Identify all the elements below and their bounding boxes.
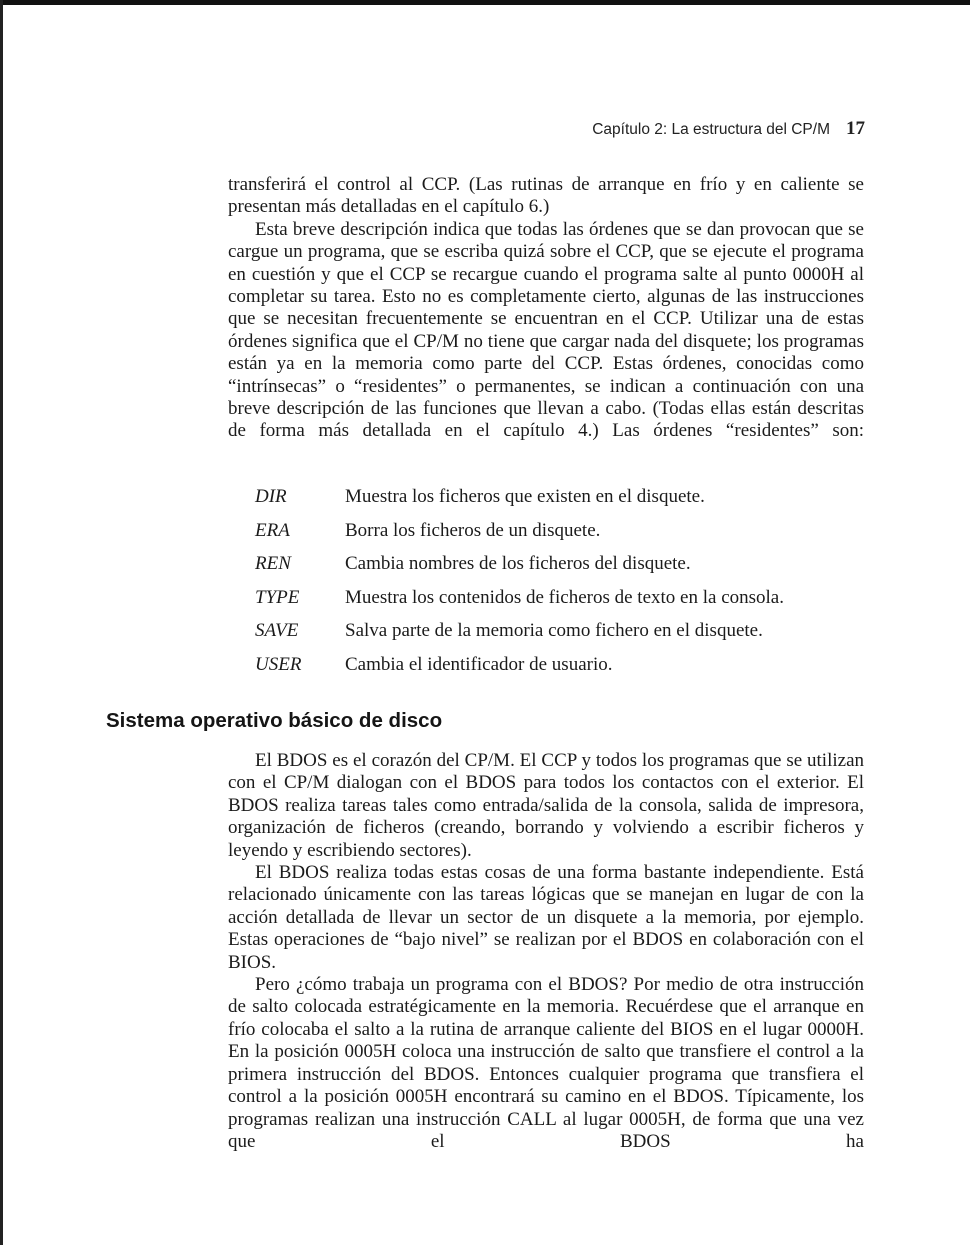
command-row-dir [255,486,865,520]
command-row-type [255,587,865,621]
command-name: TYPE [255,586,300,608]
paragraph-bdos-logical: El BDOS realiza todas estas cosas de una forma bastante independiente. Está relacionado únicamente con las tareas lógicas que se manejan en lugar de con la acción detallada de llevar un sector de un disquete a la memoria, por ejemplo. Estas operaciones de “bajo nivel” se realizan por el BDOS en colaboración con el BIOS. [228,862,864,973]
command-row-save [255,620,865,654]
command-row-era [255,520,865,554]
command-row-user [255,654,865,688]
page-number: 17 [846,118,865,139]
running-head [460,118,865,140]
page-top-edge [0,0,970,5]
command-name: REN [255,553,291,574]
command-description: Muestra los contenidos de ficheros de texto en la consola. [345,586,784,608]
resident-commands-list [255,486,865,687]
paragraph-resident-commands-intro: Esta breve descripción indica que todas las órdenes que se dan provocan que se cargue un programa, que se escriba quizá sobre el CCP, que se ejecute el programa en cuestión y que el CCP se recargue cuando el programa salte al punto 0000H al completar su tarea. Esto no es completamente cierto, algunas de las instrucciones que se necesitan frecuentemente se encuentran en el CCP. Utilizar una de estas órdenes significa que el CP/M no tiene que cargar nada del disquete; los programas están ya en la memoria como parte del CCP. Estas órdenes, conocidas como “intrínsecas” o “residentes” o permanentes, se indican a continuación con una breve descripción de las funciones que llevan a cabo. (Todas ellas están descritas de forma más detallada en el capítulo 4.) Las órdenes “residentes” son: [228,218,864,442]
bdos-section-text [228,750,864,1153]
command-name: SAVE [255,620,299,641]
command-description: Cambia nombres de los ficheros del disquete. [345,553,691,574]
command-name: USER [255,653,302,675]
command-name: DIR [255,486,287,507]
section-heading: Sistema operativo básico de disco [106,709,443,732]
chapter-title: Capítulo 2: La estructura del CP/M [592,121,830,138]
intro-text [228,174,864,443]
paragraph-bdos-jump: Pero ¿cómo trabaja un programa con el BDOS? Por medio de otra instrucción de salto colocada estratégicamente en la memoria. Recuérdese que el arranque en frío colocaba el salto a la rutina de arranque caliente del BIOS en el lugar 0000H. En la posición 0005H coloca una instrucción de salto que transfiere el control a la primera instrucción del BDOS. Entonces cualquier programa que transfiera el control a la posición 0005H encontrará su camino en el BDOS. Típicamente, los programas realizan una instrucción CALL al lugar 0005H, de forma que una vez que el BDOS ha [228,974,864,1152]
command-description: Cambia el identificador de usuario. [345,653,613,675]
command-description: Borra los ficheros de un disquete. [345,519,601,541]
page-left-edge [0,0,3,1245]
command-row-ren [255,553,865,587]
paragraph-continuation: transferirá el control al CCP. (Las rutinas de arranque en frío y en caliente se presentan más detalladas en el capítulo 6.) [228,174,864,218]
command-description: Salva parte de la memoria como fichero en el disquete. [345,620,763,641]
command-description: Muestra los ficheros que existen en el disquete. [345,486,705,507]
command-name: ERA [255,519,290,541]
paragraph-bdos-heart: El BDOS es el corazón del CP/M. El CCP y todos los programas que se utilizan con el CP/M dialogan con el BDOS para todos los contactos con el exterior. El BDOS realiza tareas tales como entrada/salida de la consola, salida de impresora, organización de ficheros (creando, borrando y volviendo a escribir ficheros y leyendo y escribiendo sectores). [228,750,864,861]
